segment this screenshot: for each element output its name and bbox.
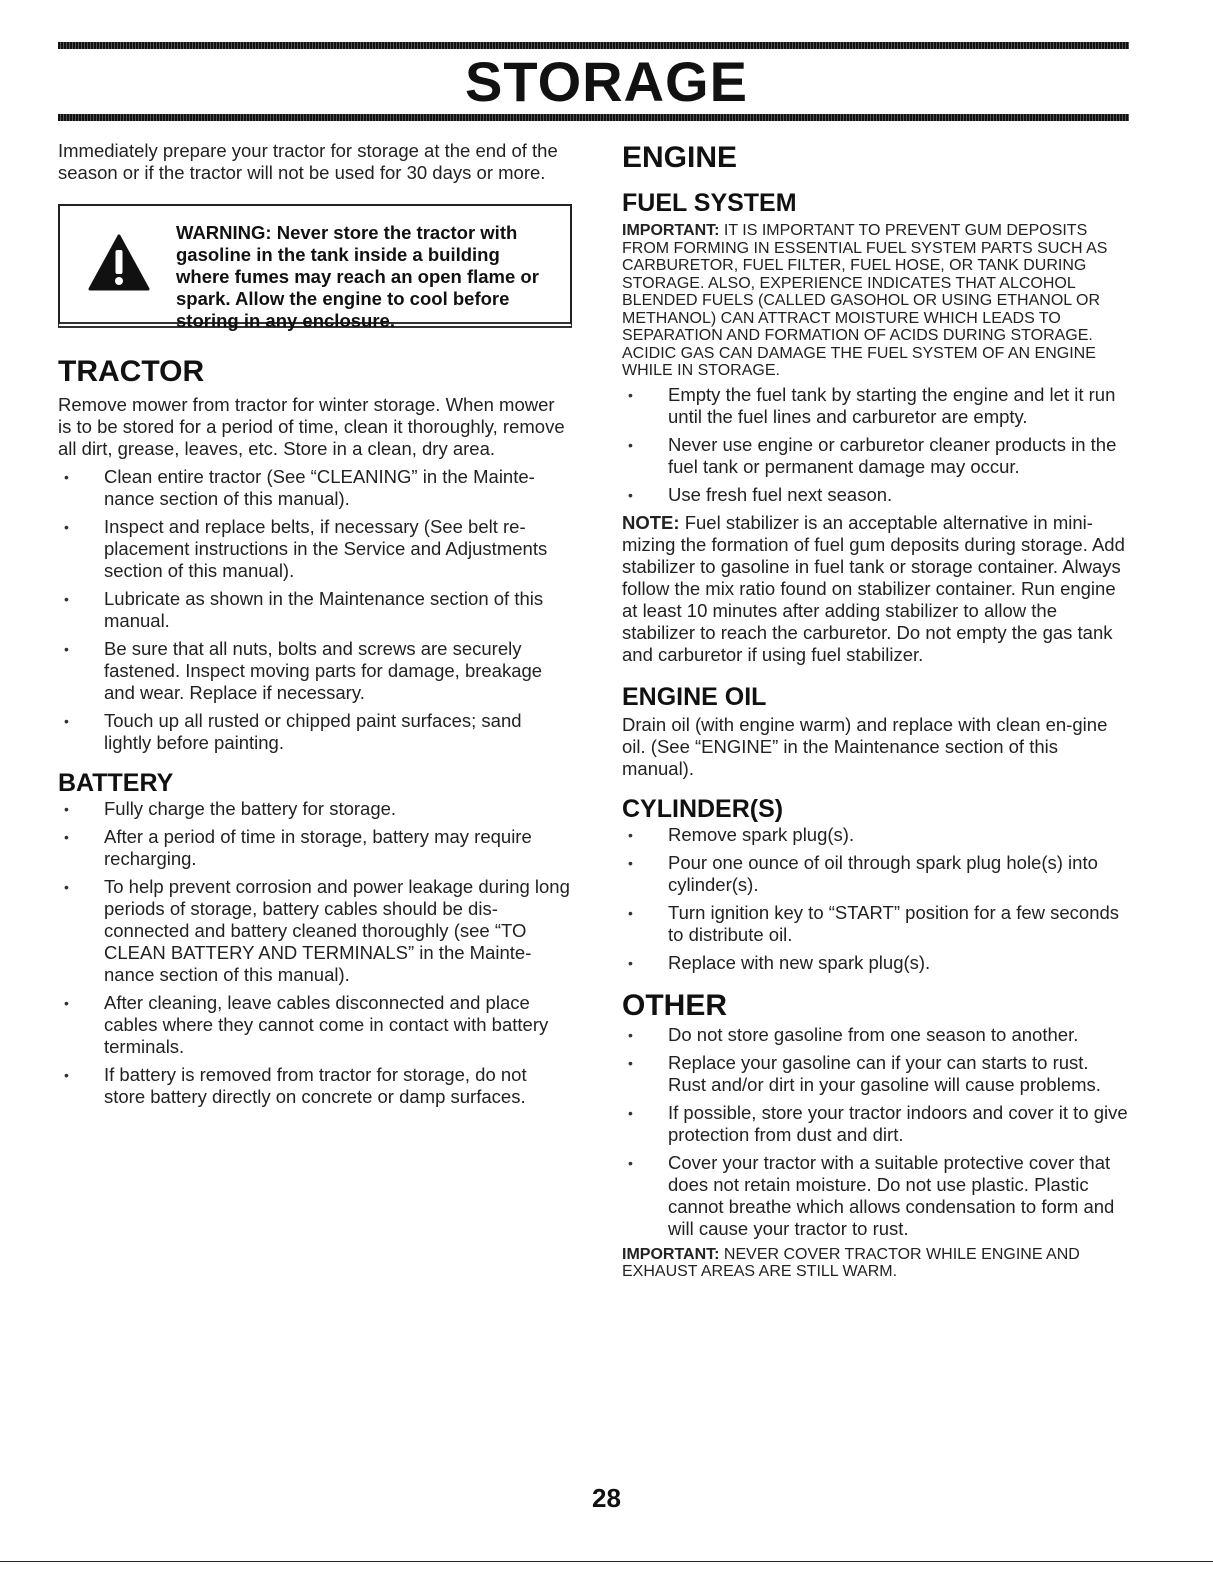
list-item: • Fully charge the battery for storage. [58,798,572,820]
engine-oil-text: Drain oil (with engine warm) and replace with clean en-gine oil. (See “ENGINE” in the Maintenance section of this manual). [622,713,1108,779]
right-column [622,140,1130,1281]
fuel-list [622,384,1130,506]
left-column [58,140,572,1114]
battery-list [58,798,572,1108]
list-item: • After a period of time in storage, battery may require recharging. [58,826,572,870]
fuel-important [622,222,1130,380]
list-item: • After cleaning, leave cables disconnected and place cables where they cannot come in contact with battery terminals. [58,992,572,1058]
fuel-note [622,512,1130,666]
important-label: IMPORTANT: [622,222,720,239]
list-item: • Be sure that all nuts, bolts and screws are securely fastened. Inspect moving parts for damage, breakage and wear. Replace if necessary. [58,638,572,704]
list-item: • Empty the fuel tank by starting the engine and let it run until the fuel lines and carburetor are empty. [622,384,1130,428]
cylinders-list [622,824,1130,974]
list-item: • Replace your gasoline can if your can starts to rust. Rust and/or dirt in your gasoline will cause problems. [622,1052,1130,1096]
other-heading: OTHER [622,988,727,1022]
cylinders-heading: CYLINDER(S) [622,794,784,823]
intro-text: Immediately prepare your tractor for storage at the end of the season or if the tractor will not be used for 30 days or more. [58,140,558,183]
tractor-list [58,466,572,754]
other-important [622,1246,1130,1281]
list-item: • Cover your tractor with a suitable protective cover that does not retain moisture. Do not use plastic. Plastic cannot breathe which allows condensation to form and will cause your tractor to rust. [622,1152,1130,1240]
list-item: • Turn ignition key to “START” position for a few seconds to distribute oil. [622,902,1130,946]
list-item: • Replace with new spark plug(s). [622,952,1130,974]
engine-oil-heading: ENGINE OIL [622,682,767,711]
battery-heading: BATTERY [58,769,174,797]
list-item: • Clean entire tractor (See “CLEANING” in the Mainte-nance section of this manual). [58,466,572,510]
list-item: • Touch up all rusted or chipped paint surfaces; sand lightly before painting. [58,710,572,754]
list-item: • Lubricate as shown in the Maintenance section of this manual. [58,588,572,632]
list-item: • Never use engine or carburetor cleaner products in the fuel tank or permanent damage may occur. [622,434,1130,478]
important-label: IMPORTANT: [622,1245,720,1263]
list-item: • Remove spark plug(s). [622,824,1130,846]
page-number: 28 [592,1483,621,1513]
top-rule [58,42,1129,49]
note-text: Fuel stabilizer is an acceptable alternative in mini-mizing the formation of fuel gum deposits during storage. Add stabilizer to gasoline in fuel tank or storage container. Always follow the mix ratio found on stabilizer container. Run engine at least 10 minutes after adding stabilizer to allow the stabilizer to reach the carburetor. Do not empty the gas tank and carburetor if using fuel stabilizer. [622,511,1125,665]
tractor-heading: TRACTOR [58,355,205,388]
list-item: • Inspect and replace belts, if necessary (See belt re-placement instructions in the Service and Adjustments section of this manual). [58,516,572,582]
list-item: • If battery is removed from tractor for storage, do not store battery directly on concrete or damp surfaces. [58,1064,572,1108]
bottom-rule [0,1561,1213,1562]
tractor-intro: Remove mower from tractor for winter storage. When mower is to be stored for a period of time, clean it thoroughly, remove all dirt, grease, leaves, etc. Store in a clean, dry area. [58,394,565,459]
warning-triangle-icon [88,234,150,292]
other-list [622,1024,1130,1240]
engine-heading: ENGINE [622,141,738,174]
important-text: IT IS IMPORTANT TO PREVENT GUM DEPOSITS FROM FORMING IN ESSENTIAL FUEL SYSTEM PARTS SUCH AS CARBURETOR, FUEL FILTER, FUEL HOSE, OR TANK DURING STORAGE. ALSO, EXPERIENCE INDICATES THAT ALCOHOL BLENDED FUELS (CALLED GASOHOL OR USING ETHANOL OR METHANOL) CAN ATTRACT MOISTURE WHICH LEADS TO SEPARATION AND FORMATION OF ACIDS DURING STORAGE. ACIDIC GAS CAN DAMAGE THE FUEL SYSTEM OF AN ENGINE WHILE IN STORAGE. [622,222,1108,379]
fuel-system-heading: FUEL SYSTEM [622,189,797,217]
list-item: • Use fresh fuel next season. [622,484,1130,506]
page-title: STORAGE [465,50,748,113]
warning-text: WARNING: Never store the tractor with gasoline in the tank inside a building where fumes may reach an open flame or spark. Allow the engine to cool before storing in any enclosure. [176,222,539,331]
list-item: • Pour one ounce of oil through spark plug hole(s) into cylinder(s). [622,852,1130,896]
warning-box [58,204,572,331]
note-label: NOTE: [622,511,680,533]
important-text: NEVER COVER TRACTOR WHILE ENGINE AND EXHAUST AREAS ARE STILL WARM. [622,1245,1080,1280]
list-item: • To help prevent corrosion and power leakage during long periods of storage, battery cables should be dis-connected and battery cleaned thoroughly (see “TO CLEAN BATTERY AND TERMINALS” in the Mainte-nance section of this manual). [58,876,572,986]
list-item: • If possible, store your tractor indoors and cover it to give protection from dust and dirt. [622,1102,1130,1146]
list-item: • Do not store gasoline from one season to another. [622,1024,1130,1046]
title-rule [58,114,1129,121]
